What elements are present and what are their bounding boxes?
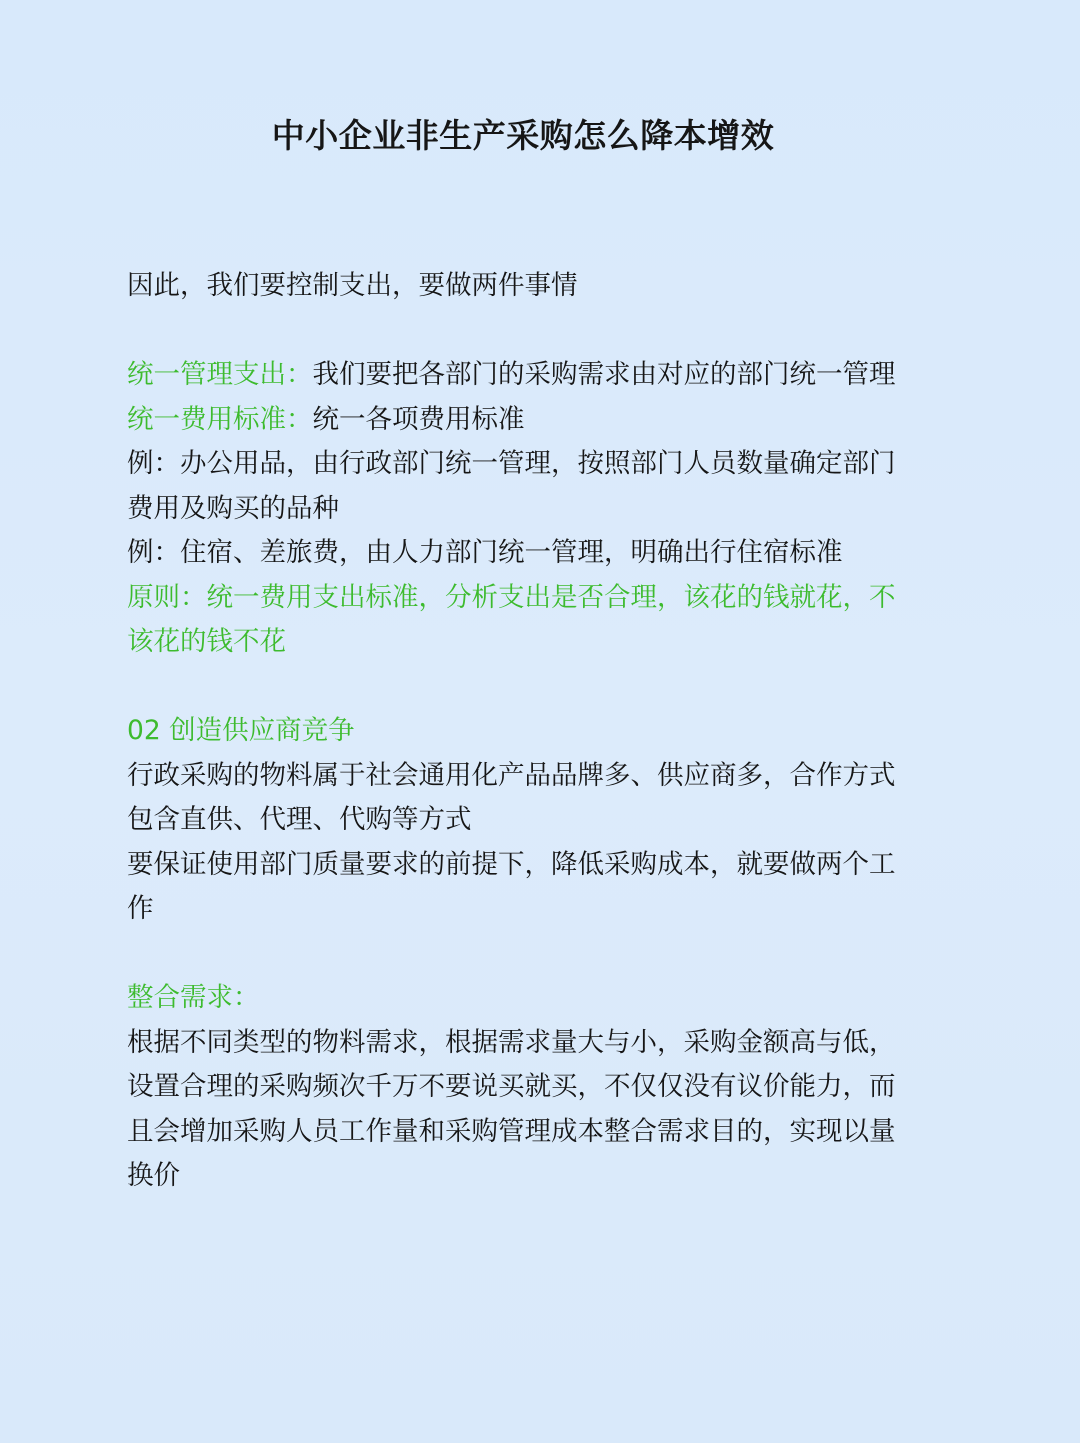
paragraph-cost-reduction-cont: 作 — [127, 893, 154, 924]
paragraph-demand-line: 设置合理的采购频次千万不要说买就买，不仅仅没有议价能力，而 — [127, 1071, 896, 1102]
item-unified-standards — [127, 398, 939, 443]
principle-text-cont: 该花的钱不花 — [127, 626, 286, 657]
paragraph-materials: 行政采购的物料属于社会通用化产品品牌多、供应商多，合作方式 — [127, 759, 896, 791]
spacer — [127, 932, 939, 977]
principle-text: 原则：统一费用支出标准，分析支出是否合理，该花的钱就花，不 — [127, 581, 896, 613]
item-text: 我们要把各部门的采购需求由对应的部门统一管理 — [312, 359, 896, 390]
paragraph-materials-cont: 包含直供、代理、代购等方式 — [127, 804, 472, 835]
example-travel: 例：住宿、差旅费，由人力部门统一管理，明确出行住宿标准 — [127, 537, 843, 568]
example-office-supplies: 例：办公用品，由行政部门统一管理，按照部门人员数量确定部门 — [127, 448, 896, 479]
item-unified-management — [127, 353, 939, 398]
paragraph-demand-line: 换价 — [127, 1160, 180, 1191]
paragraph-demand-line: 且会增加采购人员工作量和采购管理成本整合需求目的，实现以量 — [127, 1115, 896, 1147]
paragraph-cost-reduction: 要保证使用部门质量要求的前提下，降低采购成本，就要做两个工 — [127, 848, 896, 880]
section-heading-integrate-demand: 整合需求： — [127, 982, 260, 1013]
item-text: 统一各项费用标准 — [312, 403, 525, 435]
article-body — [127, 264, 939, 1199]
spacer — [127, 665, 939, 710]
intro-text: 因此，我们要控制支出，要做两件事情 — [127, 270, 578, 301]
item-label: 统一费用标准： — [127, 403, 313, 435]
paragraph-demand-line: 根据不同类型的物料需求，根据需求量大与小，采购金额高与低， — [127, 1026, 896, 1058]
item-label: 统一管理支出： — [127, 359, 313, 390]
example-office-supplies-cont: 费用及购买的品种 — [127, 492, 339, 524]
article-title: 中小企业非生产采购怎么降本增效 — [271, 116, 775, 155]
section-heading-supplier-competition: 02 创造供应商竞争 — [127, 715, 355, 746]
spacer — [127, 309, 939, 354]
